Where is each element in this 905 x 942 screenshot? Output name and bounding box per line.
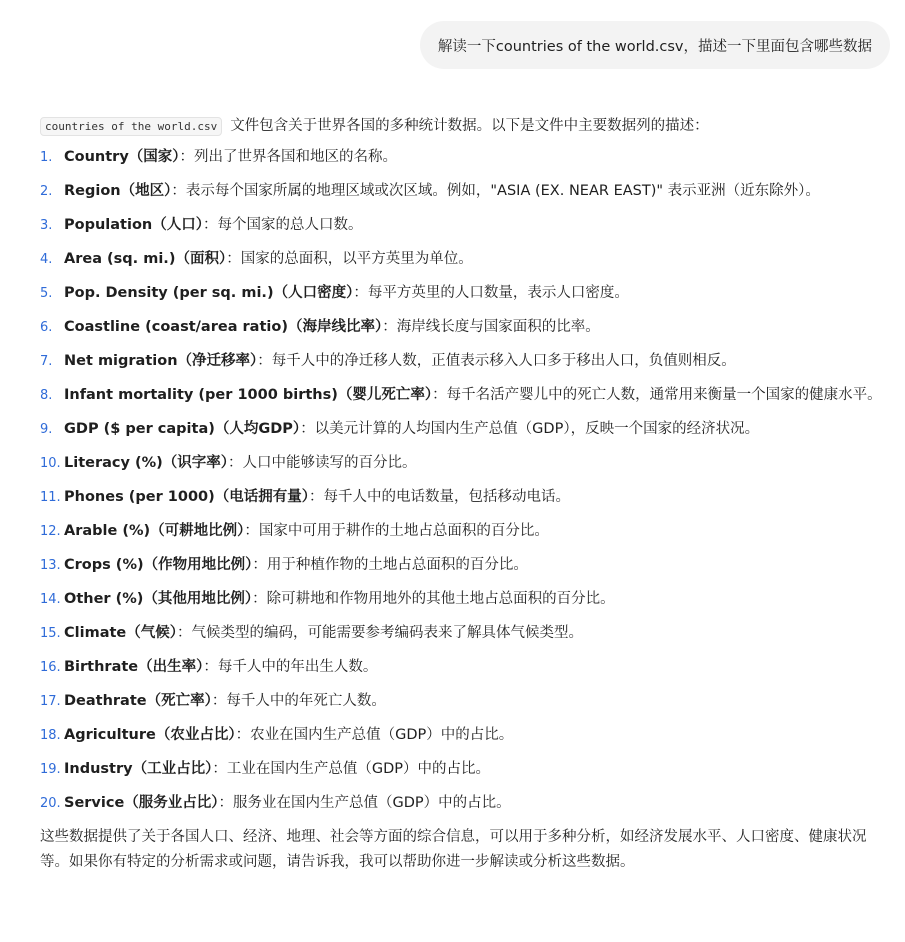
list-item: [40, 247, 885, 272]
list-item: [40, 417, 885, 442]
list-item-body: [64, 349, 885, 374]
list-item-number: 6.: [40, 320, 53, 335]
list-item-number: 7.: [40, 354, 53, 369]
list-item-body: [64, 417, 885, 442]
list-item-number: 18.: [40, 728, 61, 743]
list-item-number: 2.: [40, 184, 53, 199]
column-description: ：用于种植作物的土地占总面积的百分比。: [252, 557, 528, 573]
response-intro: [40, 114, 885, 139]
list-item-number: 15.: [40, 626, 61, 641]
list-item: [40, 587, 885, 612]
list-item: [40, 723, 885, 748]
list-item-number: 12.: [40, 524, 61, 539]
column-name: GDP ($ per capita)（人均GDP）: [64, 421, 301, 437]
list-item-body: [64, 519, 885, 544]
list-item-number: 8.: [40, 388, 53, 403]
list-item: [40, 451, 885, 476]
list-item: [40, 383, 885, 408]
column-description: ：工业在国内生产总值（GDP）中的占比。: [212, 761, 490, 777]
list-item: [40, 757, 885, 782]
list-item-body: [64, 281, 885, 306]
list-item: [40, 689, 885, 714]
list-item-number: 20.: [40, 796, 61, 811]
column-description: ：农业在国内生产总值（GDP）中的占比。: [235, 727, 514, 743]
column-name: Net migration（净迁移率）: [64, 353, 258, 369]
list-item-body: [64, 689, 885, 714]
intro-text: 文件包含关于世界各国的多种统计数据。以下是文件中主要数据列的描述：: [230, 118, 709, 134]
list-item-number: 19.: [40, 762, 61, 777]
column-name: Literacy (%)（识字率）: [64, 455, 229, 471]
list-item: [40, 179, 885, 204]
column-description: ：每千人中的电话数量，包括移动电话。: [309, 489, 571, 505]
list-item: [40, 621, 885, 646]
column-description: ：气候类型的编码，可能需要参考编码表来了解具体气候类型。: [177, 625, 583, 641]
user-message-text: 解读一下countries of the world.csv，描述一下里面包含哪些数据: [437, 38, 872, 55]
column-name: Coastline (coast/area ratio)（海岸线比率）: [64, 319, 383, 335]
list-item-body: [64, 757, 885, 782]
list-item-body: [64, 485, 885, 510]
column-name: Crops (%)（作物用地比例）: [64, 557, 253, 573]
list-item: [40, 655, 885, 680]
column-name: Climate（气候）: [64, 625, 177, 641]
column-description: ：国家中可用于耕作的土地占总面积的百分比。: [244, 523, 549, 539]
user-message-bubble: [420, 21, 890, 69]
filename-code: countries of the world.csv: [40, 117, 222, 136]
list-item-number: 14.: [40, 592, 61, 607]
column-name: Industry（工业占比）: [64, 761, 213, 777]
column-description: ：海岸线长度与国家面积的比率。: [382, 319, 600, 335]
column-description: ：人口中能够读写的百分比。: [228, 455, 417, 471]
column-description: ：国家的总面积，以平方英里为单位。: [226, 251, 473, 267]
column-name: Deathrate（死亡率）: [64, 693, 212, 709]
list-item-number: 17.: [40, 694, 61, 709]
column-description: ：以美元计算的人均国内生产总值（GDP），反映一个国家的经济状况。: [300, 421, 760, 437]
list-item: [40, 213, 885, 238]
column-name: Agriculture（农业占比）: [64, 727, 236, 743]
list-item-number: 11.: [40, 490, 61, 505]
list-item-body: [64, 723, 885, 748]
list-item-number: 16.: [40, 660, 61, 675]
column-description: ：除可耕地和作物用地外的其他土地占总面积的百分比。: [252, 591, 615, 607]
column-description: ：列出了世界各国和地区的名称。: [179, 149, 398, 165]
column-description: ：每千人中的净迁移人数，正值表示移入人口多于移出人口，负值则相反。: [257, 353, 736, 369]
column-description: ：服务业在国内生产总值（GDP）中的占比。: [218, 795, 511, 811]
list-item-body: [64, 553, 885, 578]
list-item-number: 13.: [40, 558, 61, 573]
column-name: Other (%)（其他用地比例）: [64, 591, 253, 607]
list-item-body: [64, 315, 885, 340]
list-item-number: 1.: [40, 150, 53, 165]
list-item-body: [64, 213, 885, 238]
column-description: ：每千名活产婴儿中的死亡人数，通常用来衡量一个国家的健康水平。: [432, 387, 882, 403]
column-description: ：每千人中的年出生人数。: [203, 659, 378, 675]
list-item: [40, 553, 885, 578]
list-item-number: 9.: [40, 422, 53, 437]
list-item-body: [64, 587, 885, 612]
response-closing: 这些数据提供了关于各国人口、经济、地理、社会等方面的综合信息，可以用于多种分析，如经济发展水平、人口密度、健康状况等。如果你有特定的分析需求或问题，请告诉我，我可以帮助你进一步解读或分析这些数据。: [40, 829, 867, 870]
list-item: [40, 145, 885, 170]
list-item-number: 5.: [40, 286, 53, 301]
list-item-number: 3.: [40, 218, 53, 233]
list-item-body: [64, 179, 885, 204]
column-name: Country（国家）: [64, 149, 180, 165]
list-item-body: [64, 655, 885, 680]
list-item-body: [64, 791, 885, 816]
list-item-body: [64, 621, 885, 646]
column-name: Pop. Density (per sq. mi.)（人口密度）: [64, 285, 354, 301]
column-name: Birthrate（出生率）: [64, 659, 204, 675]
column-name: Service（服务业占比）: [64, 795, 219, 811]
column-description: ：表示每个国家所属的地理区域或次区域。例如，"ASIA (EX. NEAR EAST)" 表示亚洲（近东除外）。: [171, 183, 820, 199]
column-name: Phones (per 1000)（电话拥有量）: [64, 489, 310, 505]
list-item: [40, 519, 885, 544]
list-item-number: 4.: [40, 252, 53, 267]
column-description: ：每个国家的总人口数。: [202, 217, 363, 233]
column-name: Arable (%)（可耕地比例）: [64, 523, 245, 539]
list-item: [40, 281, 885, 306]
column-name: Region（地区）: [64, 183, 172, 199]
list-item-number: 10.: [40, 456, 61, 471]
list-item: [40, 791, 885, 816]
list-item-body: [64, 451, 885, 476]
list-item-body: [64, 247, 885, 272]
column-name: Population（人口）: [64, 217, 203, 233]
column-description-list: [40, 145, 885, 816]
column-description: ：每平方英里的人口数量，表示人口密度。: [353, 285, 629, 301]
column-description: ：每千人中的年死亡人数。: [211, 693, 386, 709]
column-name: Infant mortality (per 1000 births)（婴儿死亡率）: [64, 387, 433, 403]
list-item: [40, 485, 885, 510]
list-item: [40, 349, 885, 374]
list-item-body: [64, 145, 885, 170]
assistant-response: [40, 114, 885, 875]
list-item-body: [64, 383, 885, 408]
column-name: Area (sq. mi.)（面积）: [64, 251, 227, 267]
list-item: [40, 315, 885, 340]
